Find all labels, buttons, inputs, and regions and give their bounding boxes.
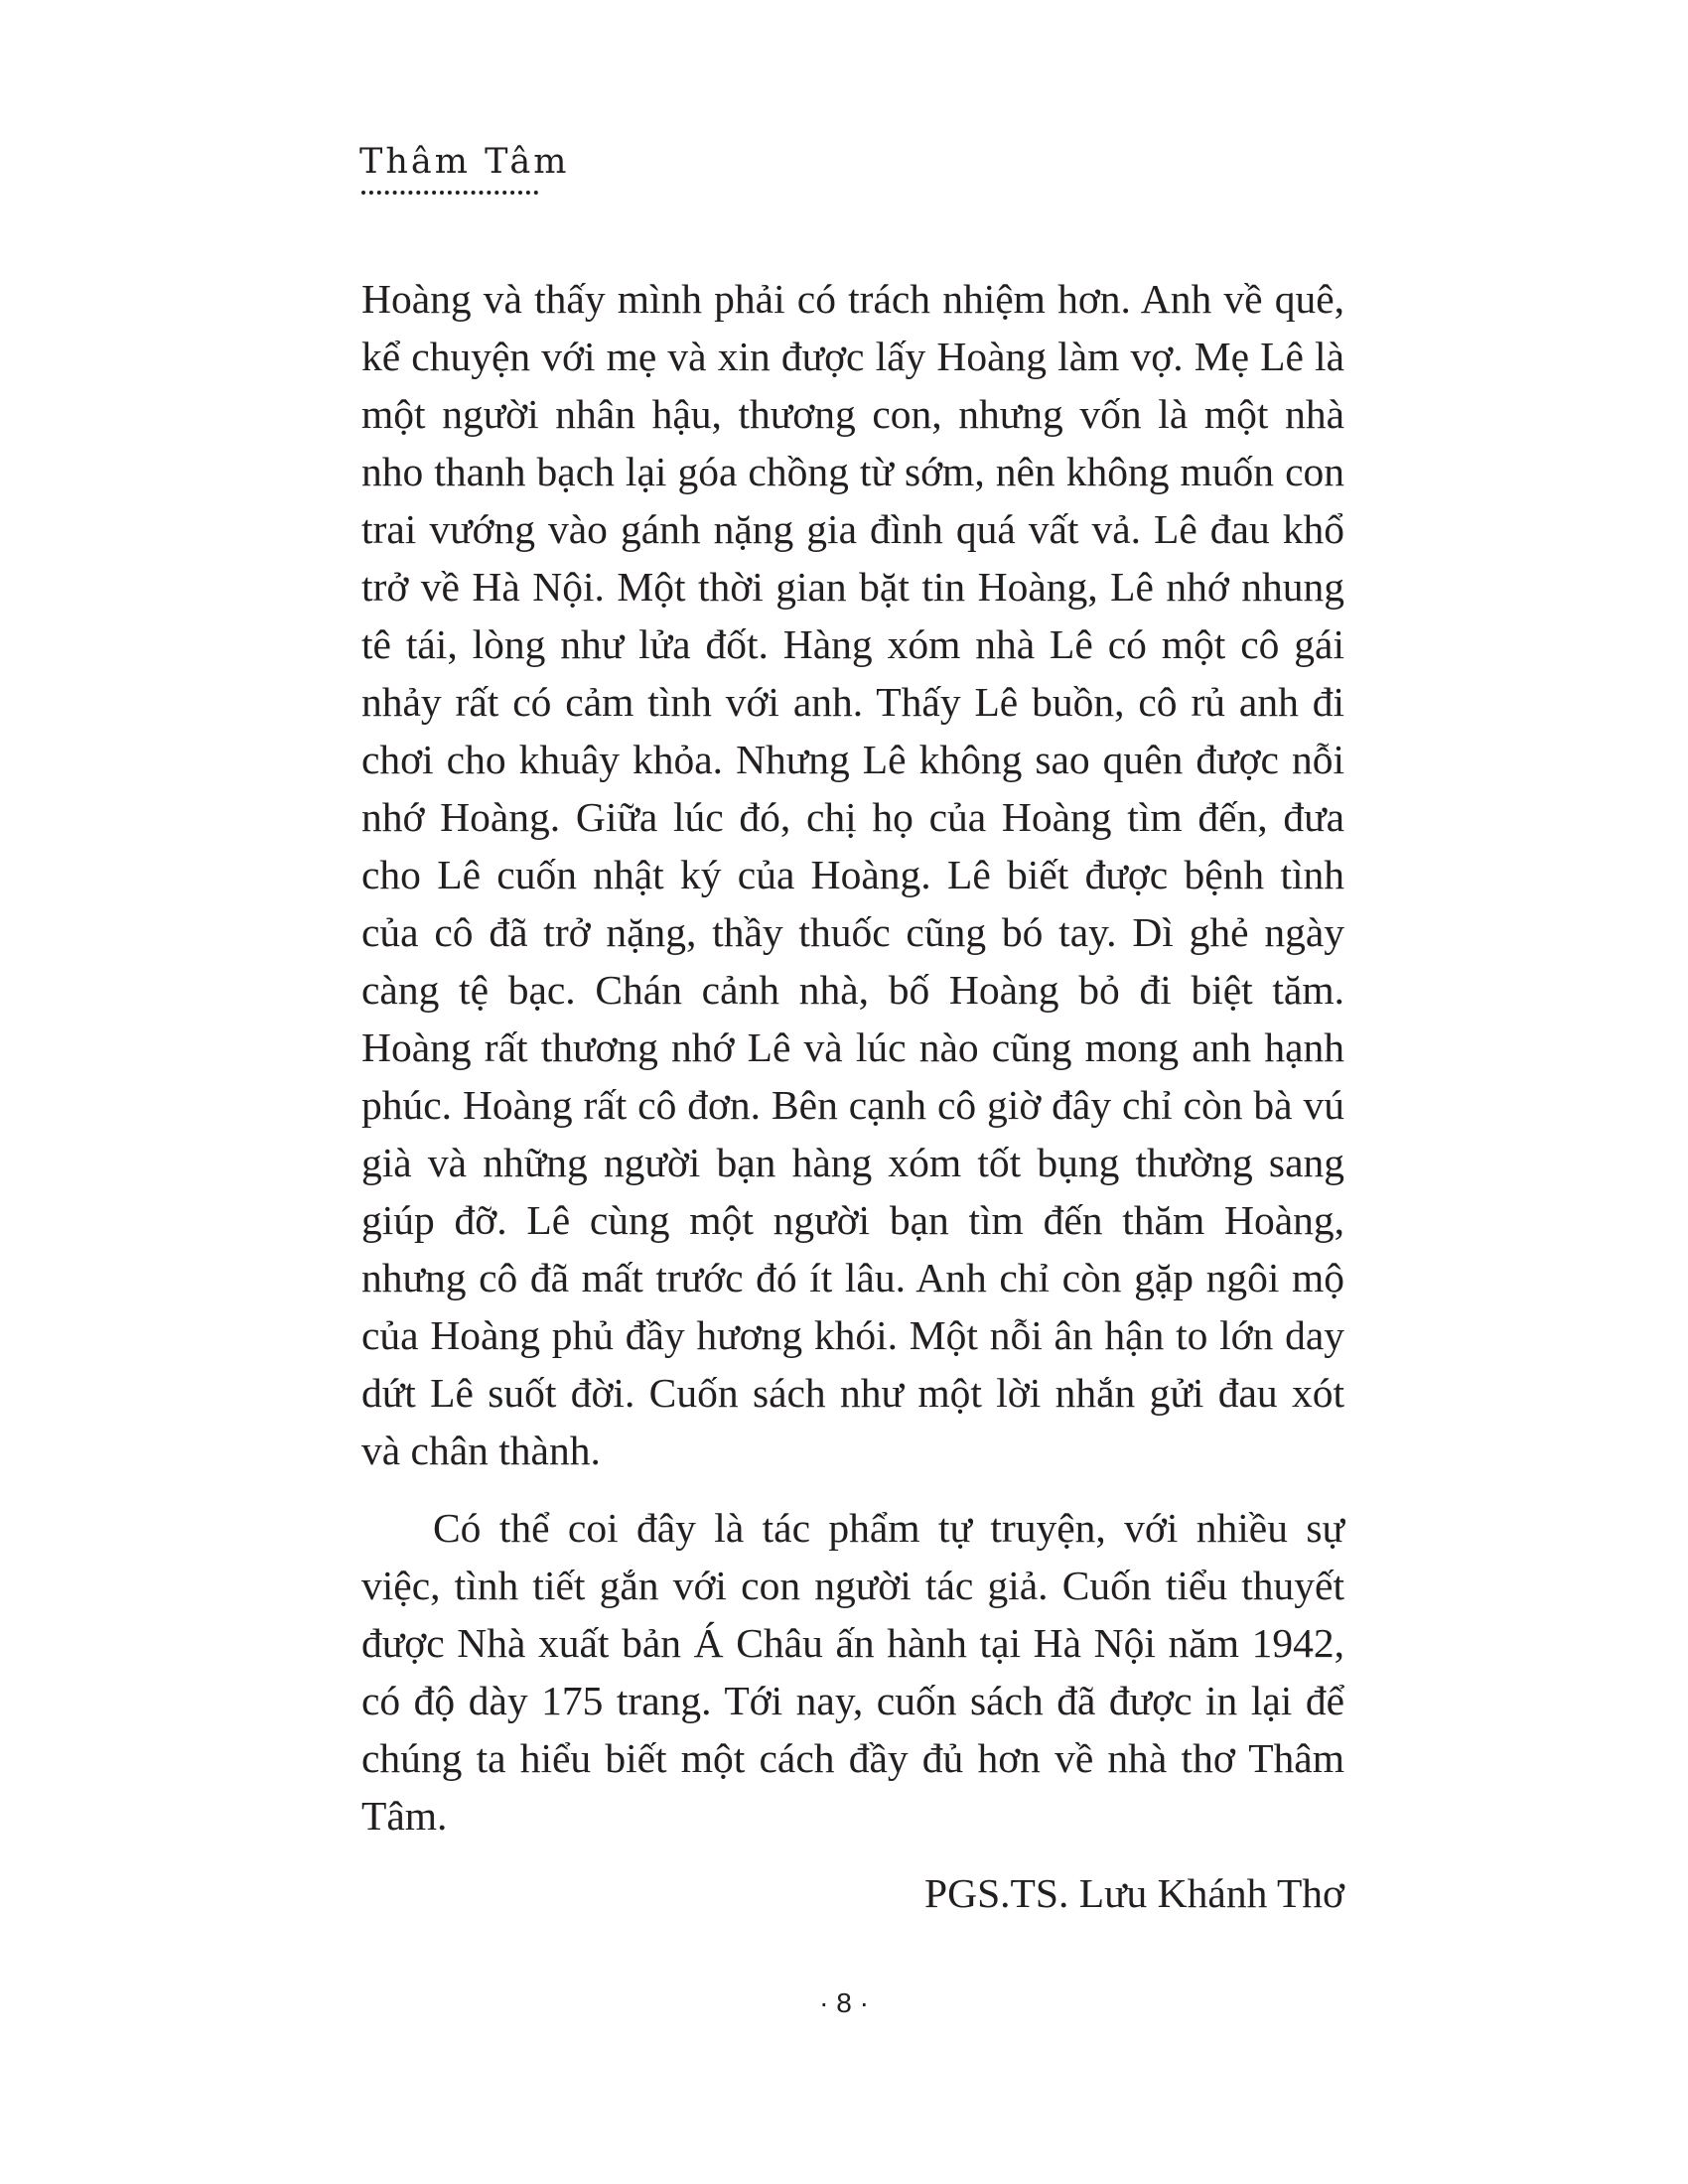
page-number: · 8 · [819, 1987, 869, 2018]
running-head-dotted-rule [361, 191, 538, 195]
paragraph-1: Hoàng và thấy mình phải có trách nhiệm hơn. Anh về quê, kể chuyện với mẹ và xin được lấy Hoàng làm vợ. Mẹ Lê là một người nhân hậu, thương con, nhưng vốn là một nhà nho thanh bạch lại góa chồng từ sớm, nên không muốn con trai vướng vào gánh nặng gia đình quá vất vả. Lê đau khổ trở về Hà Nội. Một thời gian bặt tin Hoàng, Lê nhớ nhung tê tái, lòng như lửa đốt. Hàng xóm nhà Lê có một cô gái nhảy rất có cảm tình với anh. Thấy Lê buồn, cô rủ anh đi chơi cho khuây khỏa. Nhưng Lê không sao quên được nỗi nhớ Hoàng. Giữa lúc đó, chị họ của Hoàng tìm đến, đưa cho Lê cuốn nhật ký của Hoàng. Lê biết được bệnh tình của cô đã trở nặng, thầy thuốc cũng bó tay. Dì ghẻ ngày càng tệ bạc. Chán cảnh nhà, bố Hoàng bỏ đi biệt tăm. Hoàng rất thương nhớ Lê và lúc nào cũng mong anh hạnh phúc. Hoàng rất cô đơn. Bên cạnh cô giờ đây chỉ còn bà vú già và những người bạn hàng xóm tốt bụng thường sang giúp đỡ. Lê cùng một người bạn tìm đến thăm Hoàng, nhưng cô đã mất trước đó ít lâu. Anh chỉ còn gặp ngôi mộ của Hoàng phủ đầy hương khói. Một nỗi ân hận to lớn day dứt Lê suốt đời. Cuốn sách như một lời nhắn gửi đau xót và chân thành. [361, 276, 1344, 1473]
paragraph-2: Có thể coi đây là tác phẩm tự truyện, với nhiều sự việc, tình tiết gắn với con người tác giả. Cuốn tiểu thuyết được Nhà xuất bản Á Châu ấn hành tại Hà Nội năm 1942, có độ dày 175 trang. Tới nay, cuốn sách đã được in lại để chúng ta hiểu biết một cách đầy đủ hơn về nhà thơ Thâm Tâm. [361, 1505, 1344, 1839]
body-text [361, 270, 1344, 1922]
running-head-title: Thâm Tâm [359, 142, 570, 182]
author-signature: PGS.TS. Lưu Khánh Thơ [924, 1870, 1344, 1916]
